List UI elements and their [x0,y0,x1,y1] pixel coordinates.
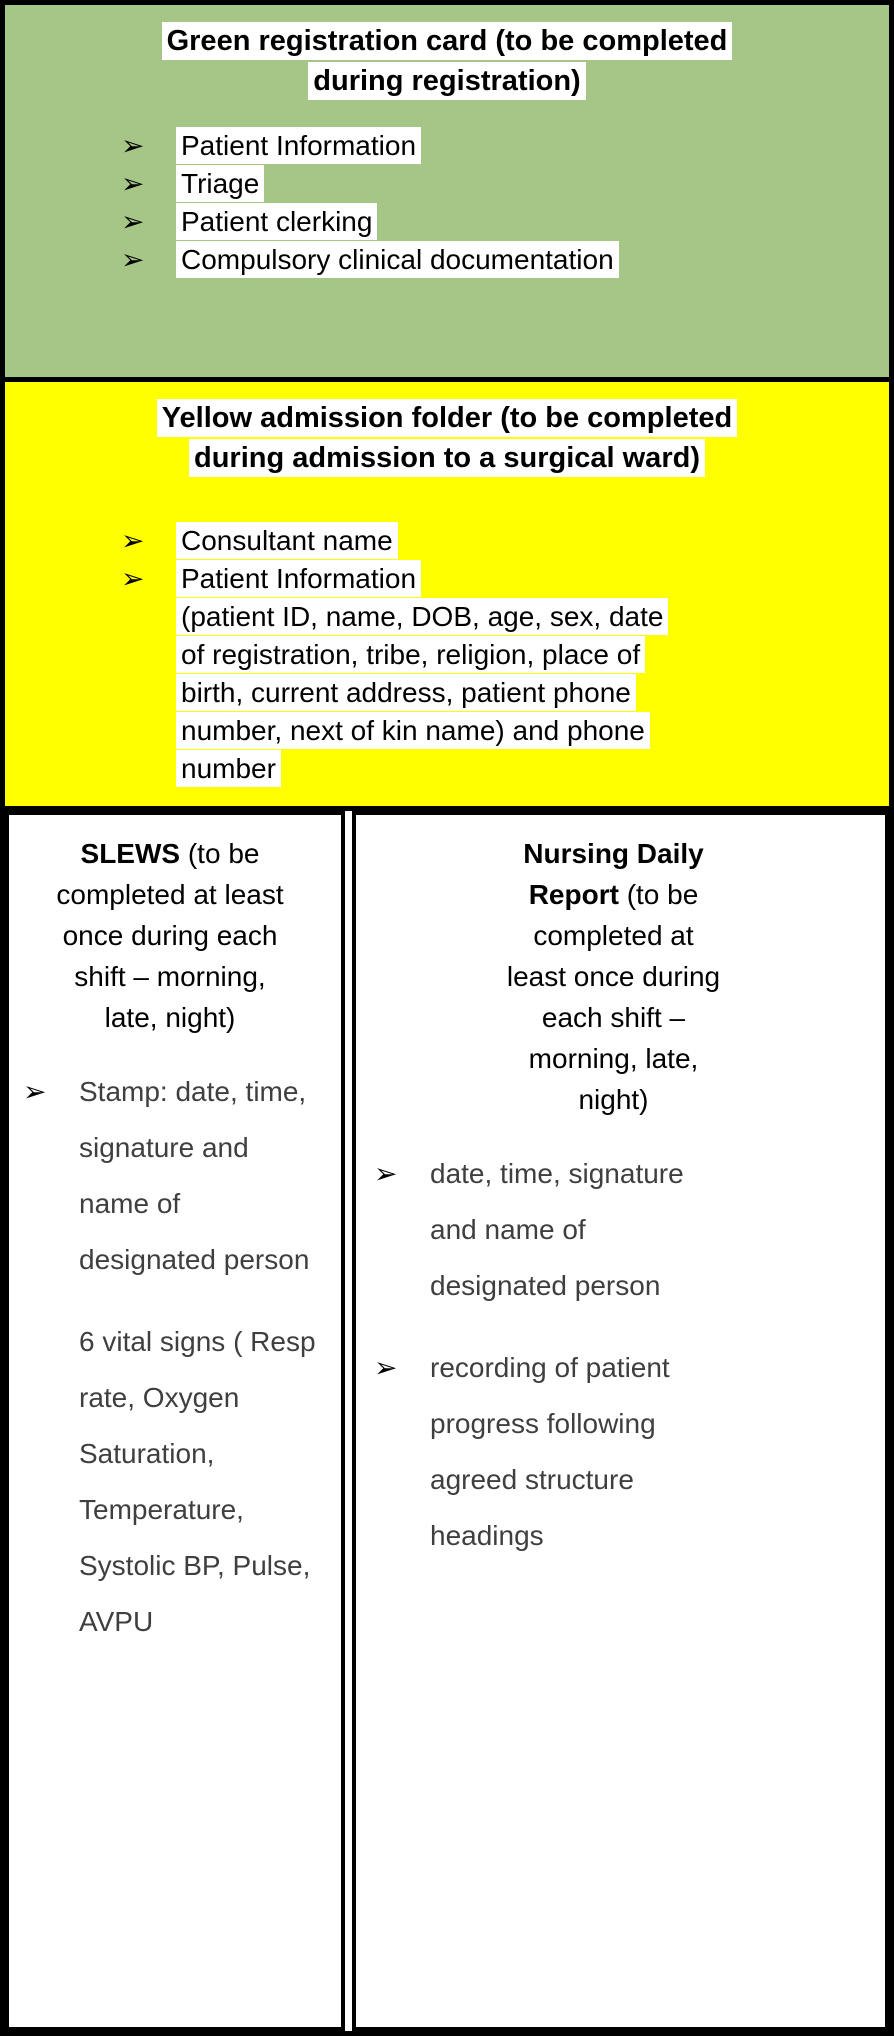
nursing-box-title [503,833,725,1120]
nursing-box-title-bold: Nursing Daily Report [523,838,704,910]
list-item-text: Patient clerking [176,203,377,240]
nursing-item-text: date, time, signature and name of designated person [430,1158,684,1301]
list-item-text: Compulsory clinical documentation [176,241,619,278]
arrow-bullet-icon: ➢ [23,1076,47,1107]
nursing-item [372,1146,702,1314]
list-item [29,560,865,788]
arrow-bullet-icon: ➢ [121,130,145,161]
arrow-bullet-icon: ➢ [121,206,145,237]
list-item [29,165,865,203]
yellow-panel-title [137,398,757,478]
arrow-bullet-icon: ➢ [121,563,145,594]
slews-vital-signs-paragraph: 6 vital signs ( Resp rate, Oxygen Saturation, Temperature, Systolic BP, Pulse, AVPU [79,1326,316,1637]
arrow-bullet-icon: ➢ [121,244,145,275]
nursing-box-title-rest: (to be completed at least once during each shift – morning, late, night) [506,879,721,1115]
list-item-detail [176,598,681,788]
list-item-text: Triage [176,165,264,202]
slews-box-title [56,833,284,1038]
slews-box [5,811,345,2031]
list-item [29,522,865,560]
list-item [29,127,865,165]
green-panel-title-text: Green registration card (to be completed during registration) [162,22,733,100]
green-registration-card-panel [5,5,889,377]
bottom-row [5,811,889,2031]
green-panel-list [29,127,865,279]
nursing-item [372,1340,702,1564]
yellow-panel-title-text: Yellow admission folder (to be completed during admission to a surgical ward) [157,399,737,477]
list-item [29,241,865,279]
slews-box-title-rest: (to be completed at least once during each shift – morning, late, night) [56,838,284,1033]
list-item-text: Patient Information [176,127,421,164]
arrow-bullet-icon: ➢ [374,1352,398,1383]
green-panel-title [137,21,757,101]
slews-box-title-bold: SLEWS [80,838,181,869]
nursing-item-text: recording of patient progress following agreed structure headings [430,1352,670,1551]
arrow-bullet-icon: ➢ [121,525,145,556]
slews-stamp-item [21,1064,319,1288]
yellow-admission-folder-panel [5,377,889,811]
nursing-daily-report-box [352,811,889,2031]
arrow-bullet-icon: ➢ [374,1158,398,1189]
list-item-detail-text: (patient ID, name, DOB, age, sex, date of registration, tribe, religion, place of birth, current address, patient phone number, next of kin name) and phone number [176,598,668,787]
slews-stamp-item-text: Stamp: date, time, signature and name of designated person [79,1076,310,1275]
list-item-text: Consultant name [176,522,398,559]
arrow-bullet-icon: ➢ [121,168,145,199]
list-item-text: Patient Information [176,560,421,597]
yellow-panel-list [29,522,865,788]
list-item [29,203,865,241]
